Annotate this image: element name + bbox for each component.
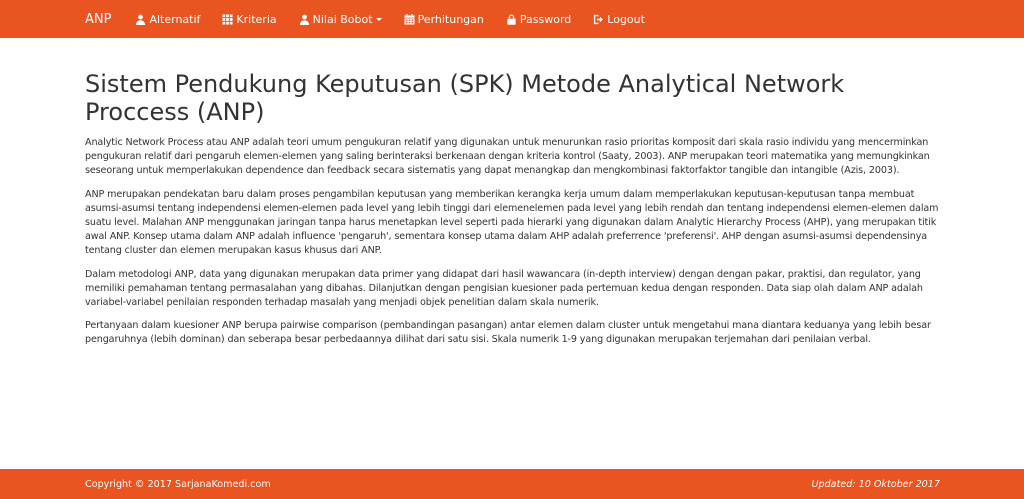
top-navbar (0, 0, 1024, 38)
paragraph-4: Pertanyaan dalam kuesioner ANP berupa pairwise comparison (pembandingan pasangan) antar elemen dalam cluster untuk mengetahui mana diantara keduanya yang lebih besar pengaruhnya (lebih dominan) dan seberapa besar perbedaannya dilihat dari satu sisi. Skala numerik 1-9 yang digunakan merupakan terjemahan dari penilaian verbal. (85, 320, 931, 346)
caret-down-icon (376, 18, 382, 21)
user-icon (135, 14, 146, 25)
brand-link[interactable]: ANP (85, 11, 112, 27)
page-title: Sistem Pendukung Keputusan (SPK) Metode Analytical Network Proccess (ANP) (85, 70, 845, 126)
nav-item-label: Perhitungan (417, 12, 484, 26)
nav-item-logout[interactable] (593, 13, 645, 26)
footer-copyright: Copyright © 2017 SarjanaKomedi.com (85, 478, 271, 490)
nav-item-label: Password (519, 12, 572, 26)
nav-item-label: Logout (607, 12, 645, 26)
nav-item-label: Alternatif (149, 12, 201, 26)
paragraph-2: ANP merupakan pendekatan baru dalam proses pengambilan keputusan yang memberikan kerangka kerja umum dalam memperlakukan keputusan-keputusan tanpa membuat asumsi-asumsi tentang independensi elemen-elemen pada level yang lebih tinggi dari elemenelemen pada level yang lebih rendah dan tentang independensi elemen-elemen dalam suatu level. Malahan ANP menggunakan jaringan tanpa harus menetapkan level seperti pada hierarki yang digunakan dalam Analytic Hierarchy Process (AHP), yang merupakan titik awal ANP. Konsep utama dalam ANP adalah influence 'pengaruh', sementara konsep utama dalam AHP adalah preferrence 'preferensi'. AHP dengan asumsi-asumsi dependensinya tentang cluster dan elemen merupakan kasus khusus dari ANP. (85, 188, 939, 257)
calendar-icon (404, 14, 415, 25)
footer-updated: Updated: 10 Oktober 2017 (811, 478, 940, 490)
logout-icon (593, 14, 604, 25)
nav-item-label: Nilai Bobot (312, 12, 373, 26)
nav-item-nilai-bobot[interactable] (299, 13, 382, 26)
nav-item-perhitungan[interactable] (404, 13, 484, 26)
lock-icon (506, 14, 517, 25)
user-icon (299, 14, 310, 25)
nav-item-kriteria[interactable] (222, 13, 276, 26)
paragraph-1: Analytic Network Process atau ANP adalah teori umum pengukuran relatif yang digunakan untuk menurunkan rasio prioritas komposit dari skala rasio individu yang mencerminkan pengukuran relatif dari pengaruh elemen-elemen yang saling berinteraksi berkenaan dengan kriteria kontrol (Saaty, 2003). ANP merupakan teori matematika yang memungkinkan seseorang untuk memperlakukan dependence dan feedback secara sistematis yang dapat menangkap dan mengkombinasi faktorfaktor tangible dan intangible (Azis, 2003). (85, 137, 930, 177)
nav-item-password[interactable] (506, 13, 571, 26)
nav-item-label: Kriteria (236, 12, 277, 26)
nav-item-alternatif[interactable] (135, 13, 200, 26)
paragraph-3: Dalam metodologi ANP, data yang digunakan merupakan data primer yang didapat dari hasil wawancara (in-depth interview) dengan dengan pakar, praktisi, dan regulator, yang memiliki pemahaman tentang permasalahan yang dibahas. Dilanjutkan dengan pengisian kuesioner pada pertemuan kedua dengan responden. Data siap olah dalam ANP adalah variabel-variabel penilaian responden terhadap masalah yang menjadi objek penelitian dalam skala numerik. (85, 268, 923, 309)
footer (0, 469, 1024, 499)
main-content (85, 70, 941, 357)
grid-icon (222, 14, 233, 25)
